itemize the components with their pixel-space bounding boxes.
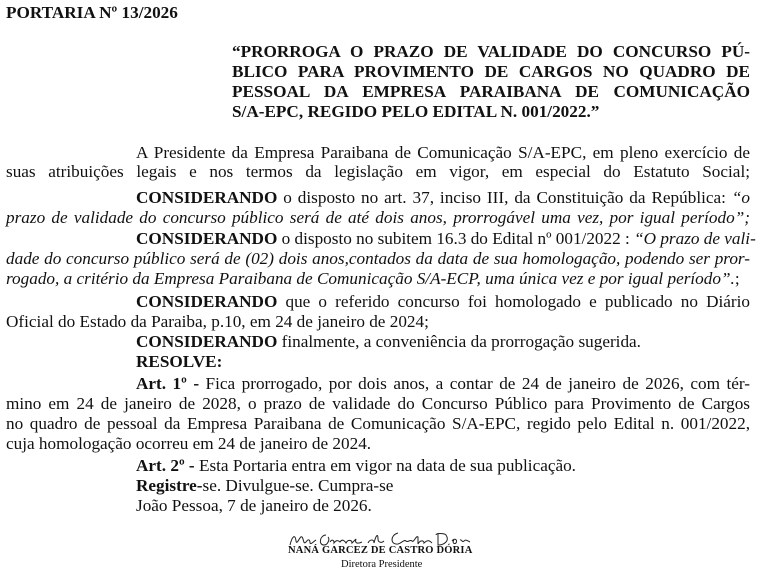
considerando-3-line-1 [136,292,750,312]
registre-line [136,476,393,496]
considerando-2-line-3 [6,269,740,289]
signatory-role: Diretora Presidente [341,559,423,570]
considerando-keyword: CONSIDERANDO [136,292,278,311]
considerando-2-text: o disposto no subitem 16.3 do Edital nº 001/2022 : [277,229,635,248]
art2-line [136,456,576,476]
considerando-1-line-2: prazo de validade do concurso público será de até dois anos, prorrogável uma vez, por igual período”; [6,208,750,227]
registre-bold: Registre- [136,476,203,495]
signatory-name: NANÁ GARCEZ DE CASTRO DÓRIA [288,545,473,556]
considerando-2-line-2: dade do concurso público será de (02) dois anos,contados da data de sua homologação, podendo ser pror- [6,249,750,268]
considerando-4-line-1 [136,332,641,352]
preamble-line-2: suas atribuições legais e nos termos da legislação em vigor, em especial do Estatuto Social; [6,162,750,181]
considerando-2-line-1 [136,229,756,249]
resolve-label: RESOLVE: [136,352,223,371]
considerando-1-line-1 [136,188,750,208]
art1-line-2: mino em 24 de janeiro de 2028, o prazo de validade do Concurso Público para Provimento de Cargos [6,394,750,413]
art1-label: Art. 1º - [136,374,200,393]
considerando-keyword: CONSIDERANDO [136,229,278,248]
place-date: João Pessoa, 7 de janeiro de 2026. [136,496,372,515]
art1-line-3: no quadro de pessoal da Empresa Paraibana de Comunicação S/A-EPC, regido pelo Edital n. 001/2022, [6,414,750,433]
art1-line-1 [136,374,750,394]
considerando-1-quote-start: “o [731,188,750,207]
considerando-1-text: o disposto no art. 37, inciso III, da Constituição da República: [277,188,732,207]
considerando-2-tail: ; [734,269,740,288]
considerando-keyword: CONSIDERANDO [136,332,278,351]
art2-text: Esta Portaria entra em vigor na data de sua publicação. [194,456,576,475]
considerando-4-text: finalmente, a conveniência da prorrogação sugerida. [277,332,641,351]
ementa-line-1: “PRORROGA O PRAZO DE VALIDADE DO CONCURSO PÚ- [232,42,750,61]
art1-text: Fica prorrogado, por dois anos, a contar de 24 de janeiro de 2026, com tér- [199,374,750,393]
considerando-2-quote-start: “O prazo de vali- [634,229,756,248]
considerando-keyword: CONSIDERANDO [136,188,278,207]
considerando-3-line-2: Oficial do Estado da Paraiba, p.10, em 24 de janeiro de 2024; [6,312,429,331]
art1-line-4: cuja homologação ocorreu em 24 de janeiro de 2024. [6,434,372,453]
ementa-line-2: BLICO PARA PROVIMENTO DE CARGOS NO QUADRO DE [232,62,750,81]
ementa-line-4: S/A-EPC, REGIDO PELO EDITAL N. 001/2022.” [232,102,600,121]
considerando-3-text: que o referido concurso foi homologado e publicado no Diário [277,292,750,311]
document-title: PORTARIA Nº 13/2026 [6,3,178,22]
registre-rest: se. Divulgue-se. Cumpra-se [202,476,394,495]
considerando-2-quote-end: rogado, a critério da Empresa Paraibana de Comunicação S/A-ECP, uma única vez e por igual período”. [6,269,735,288]
ementa-line-3: PESSOAL DA EMPRESA PARAIBANA DE COMUNICAÇÃO [232,82,750,101]
art2-label: Art. 2º - [136,456,195,475]
preamble-line-1: A Presidente da Empresa Paraibana de Comunicação S/A-EPC, em pleno exercício de [136,143,750,162]
